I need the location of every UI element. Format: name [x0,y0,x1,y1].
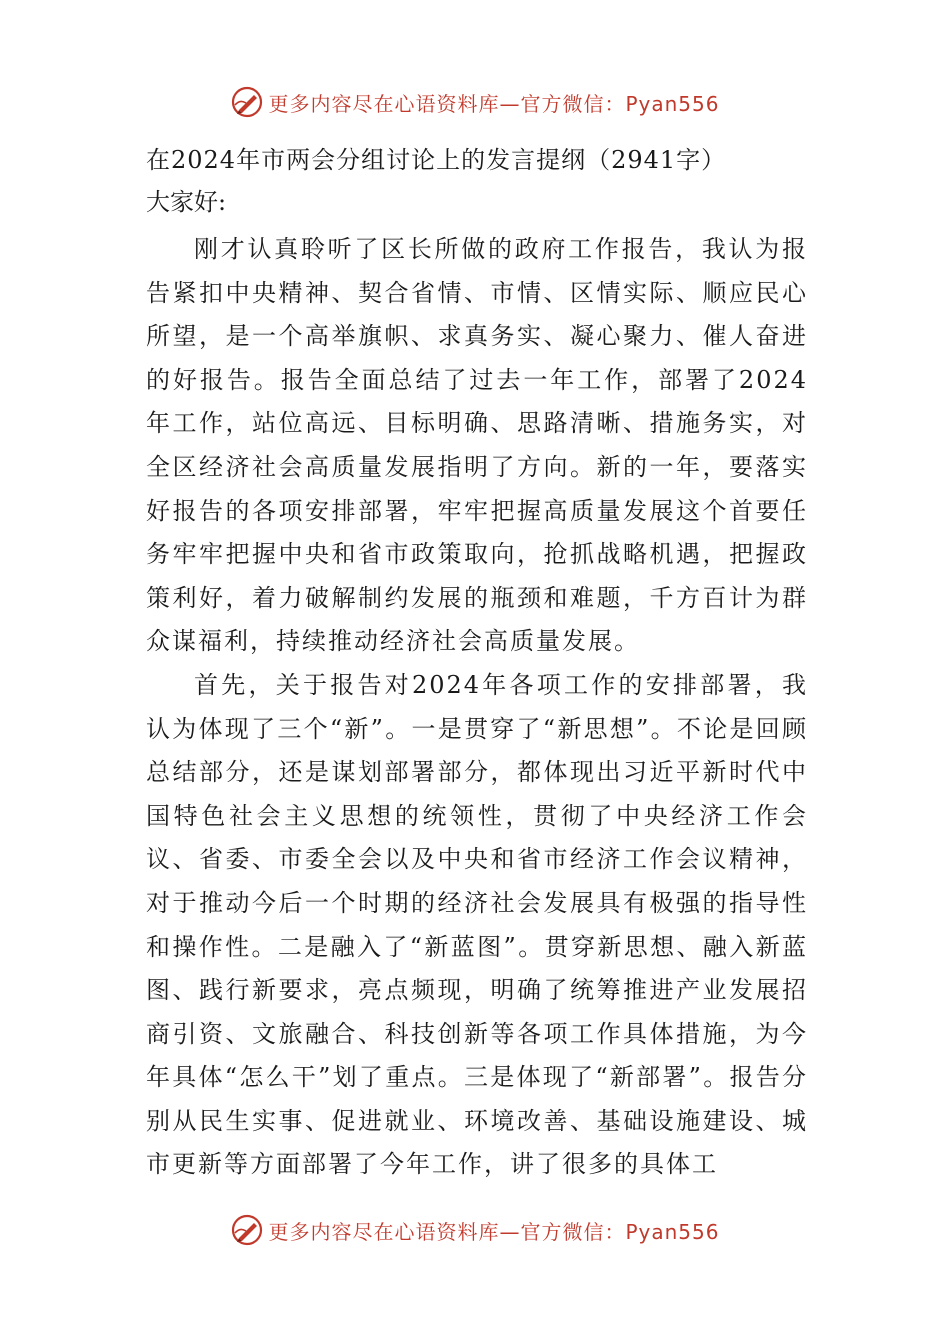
header-watermark-banner [0,82,950,122]
footer-watermark-banner [0,1210,950,1250]
pen-logo-icon [230,85,264,119]
paragraph: 首先，关于报告对2024年各项工作的安排部署，我认为体现了三个“新”。一是贯穿了“新思想”。不论是回顾总结部分，还是谋划部署部分，都体现出习近平新时代中国特色社会主义思想的统领性，贯彻了中央经济工作会议、省委、市委全会以及中央和省市经济工作会议精神，对于推动今后一个时期的经济社会发展具有极强的指导性和操作性。二是融入了“新蓝图”。贯穿新思想、融入新蓝图、践行新要求，亮点频现，明确了统筹推进产业发展招商引资、文旅融合、科技创新等各项工作具体措施，为今年具体“怎么干”划了重点。三是体现了“新部署”。报告分别从民生实事、促进就业、环境改善、基础设施建设、城市更新等方面部署了今年工作，讲了很多的具体工 [146,670,808,1179]
header-watermark-text: 更多内容尽在心语资料库—官方微信：Pyan556 [268,91,720,116]
document-title: 在2024年市两会分组讨论上的发言提纲（2941字） [146,146,727,174]
pen-logo-icon [230,1213,264,1247]
greeting: 大家好: [146,188,227,216]
paragraph: 刚才认真聆听了区长所做的政府工作报告，我认为报告紧扣中央精神、契合省情、市情、区情实际、顺应民心所望，是一个高举旗帜、求真务实、凝心聚力、催人奋进的好报告。报告全面总结了过去一年工作，部署了2024年工作，站位高远、目标明确、思路清晰、措施务实，对全区经济社会高质量发展指明了方向。新的一年，要落实好报告的各项安排部署，牢牢把握高质量发展这个首要任务牢牢把握中央和省市政策取向，抢抓战略机遇，把握政策利好，着力破解制约发展的瓶颈和难题，千方百计为群众谋福利，持续推动经济社会高质量发展。 [146,235,808,656]
document-body [146,228,808,1187]
footer-watermark-text: 更多内容尽在心语资料库—官方微信：Pyan556 [268,1219,720,1244]
